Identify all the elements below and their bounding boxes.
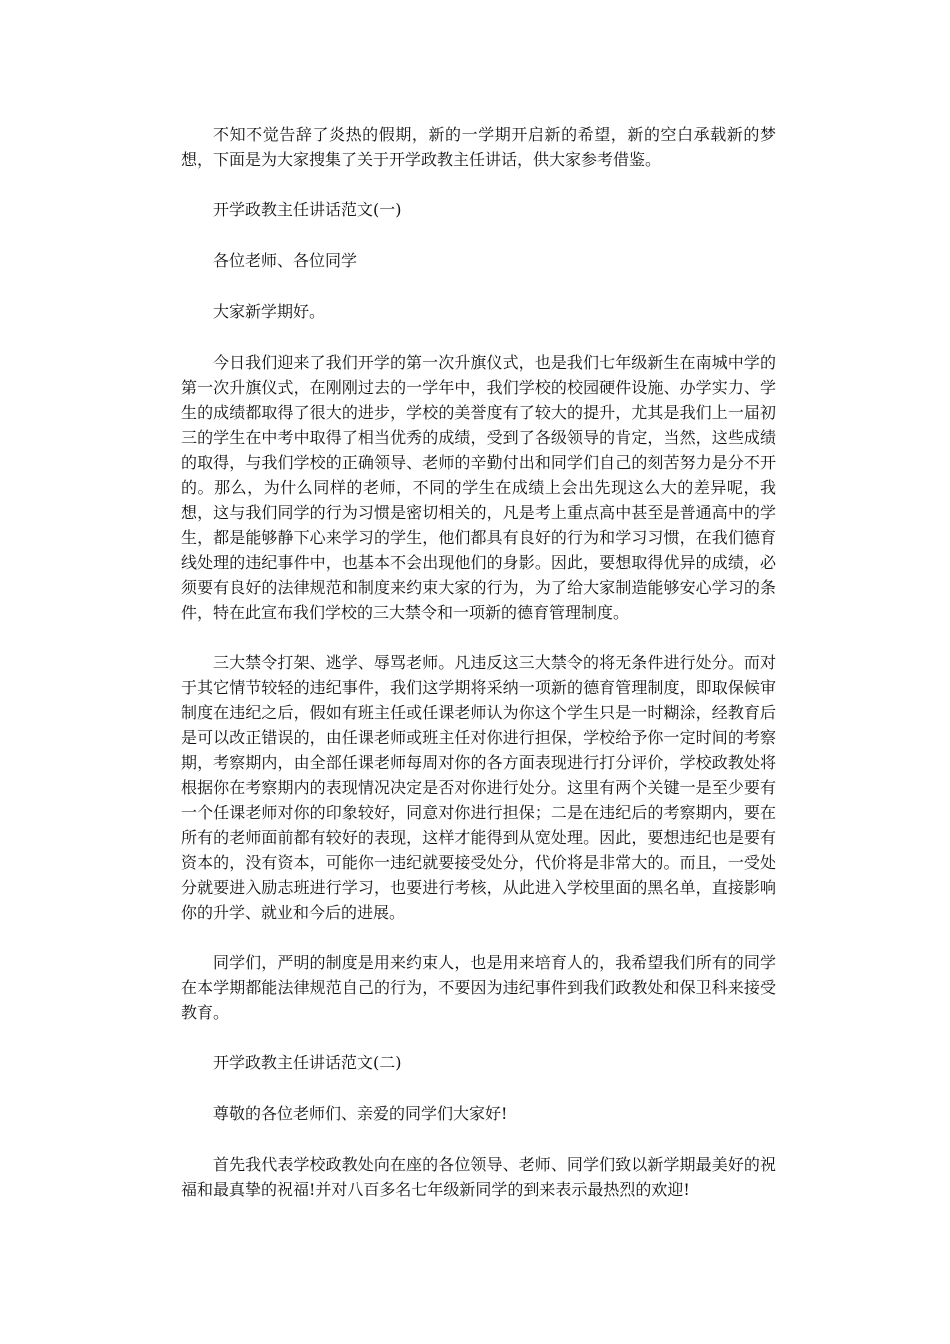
salutation: 各位老师、各位同学 [213,251,358,270]
body-paragraph: 今日我们迎来了我们开学的第一次升旗仪式，也是我们七年级新生在南城中学的第一次升旗仪式，在刚刚过去的一学年中，我们学校的校园硬件设施、办学实力、学生的成绩都取得了很大的进步，学校的美誉度有了较大的提升，尤其是我们上一届初三的学生在中考中取得了相当优秀的成绩，受到了各级领导的肯定，当然，这些成绩的取得，与我们学校的正确领导、老师的辛勤付出和同学们自己的刻苦努力是分不开的。那么，为什么同样的老师，不同的学生在成绩上会出先现这么大的差异呢，我想，这与我们同学的行为习惯是密切相关的，凡是考上重点高中甚至是普通高中的学生，都是能够静下心来学习的学生，他们都具有良好的行为和学习习惯，在我们德育线处理的违纪事件中，也基本不会出现他们的身影。因此，要想取得优异的成绩，必须要有良好的法律规范和制度来约束大家的行为，为了给大家制造能够安心学习的条件，特在此宣布我们学校的三大禁令和一项新的德育管理制度。 [181,353,776,622]
body-paragraph: 三大禁令打架、逃学、辱骂老师。凡违反这三大禁令的将无条件进行处分。而对于其它情节较轻的违纪事件，我们这学期将采纳一项新的德育管理制度，即取保候审制度在违纪之后，假如有班主任或任课老师认为你这个学生只是一时糊涂，经教育后是可以改正错误的，由任课老师或班主任对你进行担保，学校给予你一定时间的考察期，考察期内，由全部任课老师每周对你的各方面表现进行打分评价，学校政教处将根据你在考察期内的表现情况决定是否对你进行处分。这里有两个关键一是至少要有一个任课老师对你的印象较好，同意对你进行担保；二是在违纪后的考察期内，要在所有的老师面前都有较好的表现，这样才能得到从宽处理。因此，要想违纪也是要有资本的，没有资本，可能你一违纪就要接受处分，代价将是非常大的。而且，一受处分就要进入励志班进行学习，也要进行考核，从此进入学校里面的黑名单，直接影响你的升学、就业和今后的进展。 [181,653,776,922]
body-paragraph: 首先我代表学校政教处向在座的各位领导、老师、同学们致以新学期最美好的祝福和最真挚的祝福!并对八百多名七年级新同学的到来表示最热烈的欢迎! [181,1155,776,1199]
intro-paragraph: 不知不觉告辞了炎热的假期，新的一学期开启新的希望，新的空白承载新的梦想，下面是为大家搜集了关于开学政教主任讲话，供大家参考借鉴。 [181,125,776,169]
greeting: 大家新学期好。 [213,302,326,321]
salutation: 尊敬的各位老师们、亲爱的同学们大家好! [213,1104,508,1123]
section-heading-1: 开学政教主任讲话范文(一) [213,200,402,219]
body-paragraph: 同学们，严明的制度是用来约束人，也是用来培育人的，我希望我们所有的同学在本学期都能法律规范自己的行为，不要因为违纪事件到我们政教处和保卫科来接受教育。 [181,953,776,1022]
section-heading-2: 开学政教主任讲话范文(二) [213,1053,402,1072]
document-body [181,122,776,1202]
